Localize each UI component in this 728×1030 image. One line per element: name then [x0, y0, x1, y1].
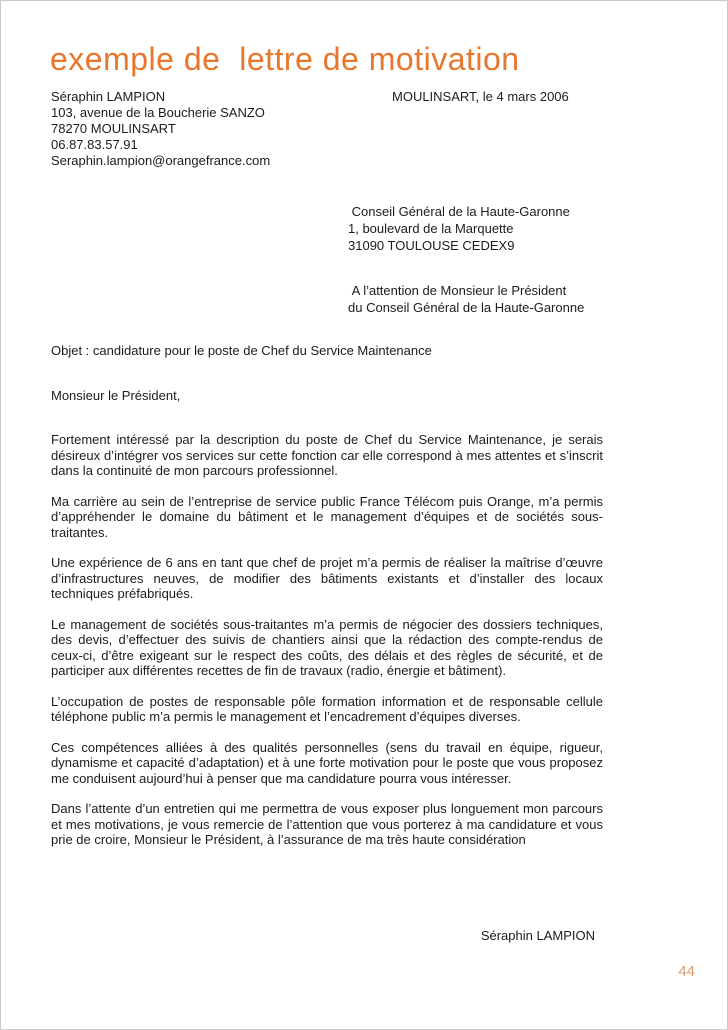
letter-body: [51, 432, 603, 863]
recipient-street: 1, boulevard de la Marquette: [348, 221, 514, 236]
sender-block: [51, 89, 270, 169]
body-paragraph: Le management de sociétés sous-traitantes m’a permis de négocier des dossiers techniques, des devis, d’effectuer des suivis de chantiers ainsi que la rédaction des compte-rendus de ceux-ci, d’être exigeant sur le respect des coûts, des délais et des règles de sécurité, et de participer aux différentes recettes de fin de travaux (radio, énergie et bâtiment).: [51, 616, 603, 678]
recipient-city: 31090 TOULOUSE CEDEX9: [348, 238, 515, 253]
signature: Séraphin LAMPION: [480, 928, 595, 943]
page-title: exemple de lettre de motivation: [50, 41, 520, 77]
sender-name: Séraphin LAMPION: [51, 89, 166, 104]
body-paragraph: Ces compétences alliées à des qualités personnelles (sens du travail en équipe, rigueur, dynamisme et capacité d’adaptation) et à une forte motivation pour le poste que vous proposez me conduisent aujourd’hui à penser que ma candidature pourra vous intéresser.: [51, 739, 603, 786]
sender-email: Seraphin.lampion@orangefrance.com: [51, 153, 271, 168]
attention-block: [348, 282, 584, 316]
attention-line1: A l’attention de Monsieur le Président: [348, 283, 567, 298]
recipient-org: Conseil Général de la Haute-Garonne: [348, 204, 570, 219]
body-paragraph: Dans l’attente d’un entretien qui me permettra de vous exposer plus longuement mon parcours et mes motivations, je vous remercie de l’attention que vous porterez à ma candidature et vous prie de croire, Monsieur le Président, à l’assurance de ma très haute considération: [51, 801, 603, 847]
sender-address-line1: 103, avenue de la Boucherie SANZO: [51, 105, 265, 120]
page-number: 44: [678, 963, 695, 980]
subject-line: Objet : candidature pour le poste de Chef du Service Maintenance: [51, 343, 432, 358]
body-paragraph: L’occupation de postes de responsable pôle formation information et de responsable cellule téléphone public m’a permis le management et l’encadrement d’équipes diverses.: [51, 693, 603, 724]
salutation: Monsieur le Président,: [51, 388, 181, 403]
body-paragraph: Fortement intéressé par la description du poste de Chef du Service Maintenance, je serais désireux d’intégrer vos services sur cette fonction car elle correspond à mes attentes et s’inscrit dans la continuité de mon parcours professionnel.: [51, 432, 603, 478]
recipient-block: [348, 203, 570, 254]
body-paragraph: Une expérience de 6 ans en tant que chef de projet m’a permis de réaliser la maîtrise d’œuvre d’infrastructures neuves, de modifier des bâtiments existants et d’installer des locaux techniques préfabriqués.: [51, 555, 603, 601]
sender-phone: 06.87.83.57.91: [51, 137, 138, 152]
attention-line2: du Conseil Général de la Haute-Garonne: [348, 300, 585, 315]
body-paragraph: Ma carrière au sein de l’entreprise de service public France Télécom puis Orange, m’a permis d’appréhender le domaine du bâtiment et le management d’équipes et de sociétés sous-traitantes.: [51, 493, 603, 540]
sender-address-line2: 78270 MOULINSART: [51, 121, 176, 136]
date-line: MOULINSART, le 4 mars 2006: [392, 89, 569, 104]
